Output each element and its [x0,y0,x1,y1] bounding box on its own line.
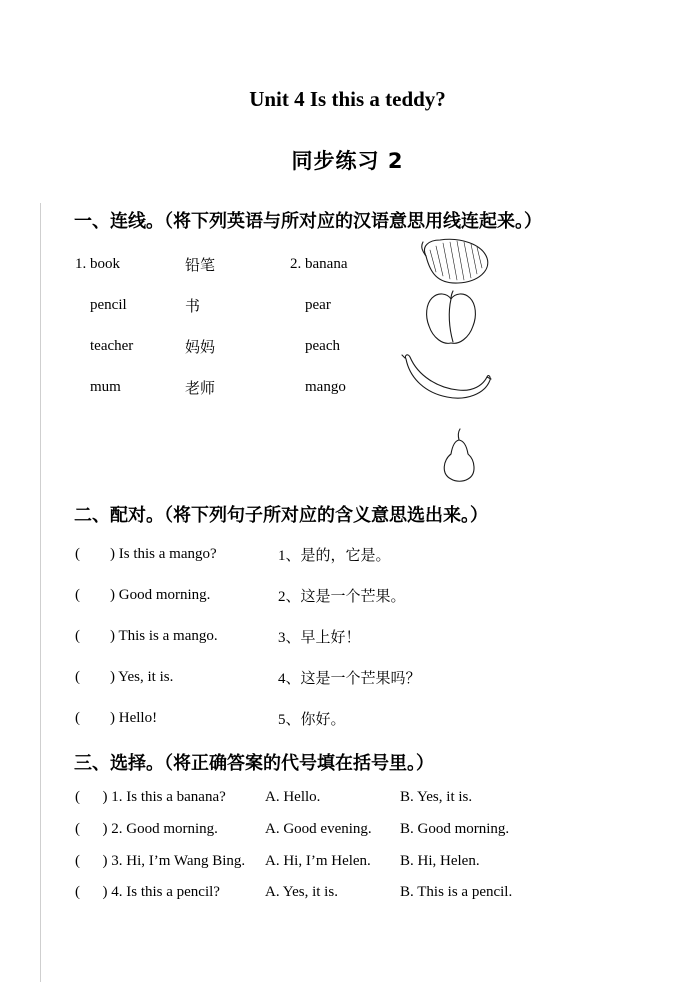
option-a: A. Yes, it is. [265,884,338,901]
answer-blank-sentence: ( ) Good morning. [75,587,211,603]
english-word: peach [305,338,340,354]
chinese-meaning: 2、这是一个芒果。 [278,589,406,605]
choice-row [75,814,512,846]
section1-matching-table [75,244,420,408]
option-a: A. Hello. [265,789,321,806]
choice-row [75,845,512,877]
chinese-meaning: 3、早上好！ [278,630,361,646]
peach-image [424,290,478,348]
section1-heading: 一、连线。（将下列英语与所对应的汉语意思用线连起来。） [74,211,542,232]
chinese-word: 妈妈 [185,340,216,356]
chinese-meaning: 5、你好。 [278,712,346,728]
option-b: B. Good morning. [400,821,510,838]
option-a: A. Good evening. [265,821,372,838]
chinese-word: 书 [185,299,201,315]
worksheet-title: Unit 4 Is this a teddy? [249,87,446,111]
english-word: 1. book [75,256,120,272]
option-b: B. Yes, it is. [400,789,473,806]
question-text: ( ) 2. Good morning. [75,821,218,838]
section3-choice-list [75,782,512,909]
option-a: A. Hi, I’m Helen. [265,852,371,869]
choice-row [75,877,512,909]
english-word: pencil [90,297,127,313]
option-b: B. This is a pencil. [400,884,513,901]
pear-image [436,427,480,483]
english-word: pear [305,297,331,313]
left-margin-rule [40,203,41,982]
english-word: 2. banana [290,256,348,272]
question-text: ( ) 1. Is this a banana? [75,789,226,806]
section2-heading: 二、配对。（将下列句子所对应的含义意思选出来。） [74,505,488,526]
matching-row [75,326,420,367]
chinese-meaning: 4、这是一个芒果吗？ [278,671,421,687]
matching-row [75,244,420,285]
english-word: teacher [90,338,134,354]
pairing-row [75,657,421,698]
answer-blank-sentence: ( ) Is this a mango? [75,546,217,562]
section2-pairing-list [75,534,421,739]
chinese-word: 铅笔 [185,258,216,274]
option-b: B. Hi, Helen. [400,852,480,869]
answer-blank-sentence: ( ) Yes, it is. [75,669,174,685]
english-word: mum [90,379,121,395]
answer-blank-sentence: ( ) This is a mango. [75,628,218,644]
matching-row [75,367,420,408]
question-text: ( ) 3. Hi, I’m Wang Bing. [75,852,246,869]
section3-heading: 三、选择。（将正确答案的代号填在括号里。） [74,753,434,774]
banana-image [399,352,493,402]
worksheet-subtitle: 同步练习 2 [291,149,404,173]
chinese-word: 老师 [185,381,216,397]
mango-image [416,236,492,288]
chinese-meaning: 1、是的，它是。 [278,548,391,564]
pairing-row [75,698,421,739]
english-word: mango [305,379,346,395]
answer-blank-sentence: ( ) Hello! [75,710,158,726]
question-text: ( ) 4. Is this a pencil? [75,884,220,901]
choice-row [75,782,512,814]
matching-row [75,285,420,326]
pairing-row [75,534,421,575]
pairing-row [75,616,421,657]
pairing-row [75,575,421,616]
